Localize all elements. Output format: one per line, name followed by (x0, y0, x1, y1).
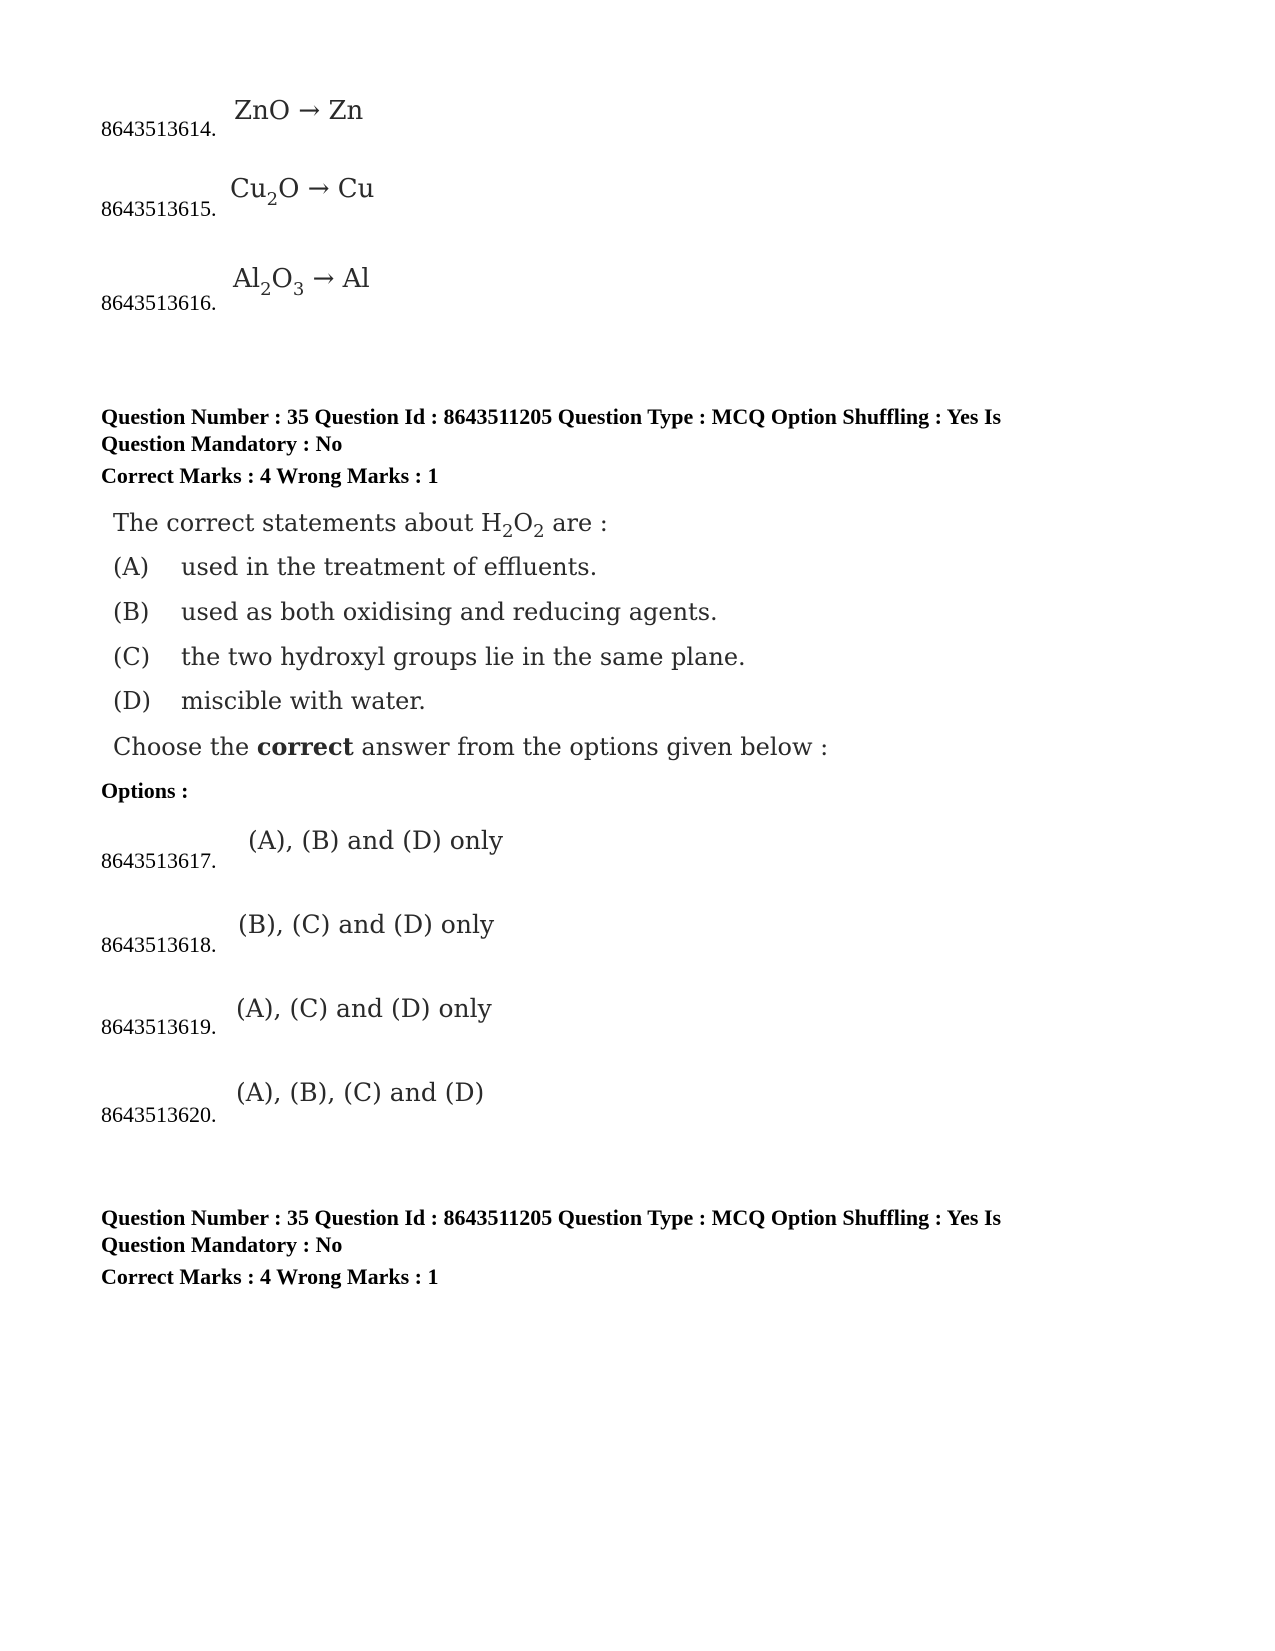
option-id: 8643513617. (101, 848, 217, 873)
statement-item (113, 687, 913, 717)
option-id: 8643513620. (101, 1102, 217, 1127)
statement-item (113, 598, 913, 628)
option-row (101, 174, 1001, 234)
question-meta (101, 1204, 1201, 1258)
options-heading: Options : (101, 778, 189, 803)
statement-text: used in the treatment of effluents. (181, 553, 598, 581)
statement-text: used as both oxidising and reducing agents. (181, 598, 718, 626)
question-marks: Correct Marks : 4 Wrong Marks : 1 (101, 463, 439, 488)
option-id: 8643513618. (101, 932, 217, 957)
option-text: (B), (C) and (D) only (238, 910, 495, 939)
option-text: (A), (B) and (D) only (248, 826, 504, 855)
question-mandatory: Question Mandatory : No (101, 1232, 343, 1257)
statement-label: (B) (113, 598, 150, 626)
option-id: 8643513616. (101, 290, 217, 315)
option-row (101, 96, 1001, 156)
option-id: 8643513619. (101, 1014, 217, 1039)
option-id: 8643513615. (101, 196, 217, 221)
arrow-icon: → (312, 264, 335, 294)
answer-option[interactable] (101, 826, 1001, 886)
statement-item (113, 643, 913, 673)
option-text: (A), (C) and (D) only (236, 994, 492, 1023)
question-body (113, 505, 1013, 765)
question-meta-line: Question Number : 35 Question Id : 8643511205 Question Type : MCQ Option Shuffling : Yes Is (101, 1205, 1002, 1230)
arrow-icon: → (307, 174, 330, 204)
option-formula: $Cu_2O \to Cu$ (230, 174, 375, 211)
question-instruction: Choose the correct answer from the options given below : (113, 732, 829, 761)
answer-option[interactable] (101, 1078, 1001, 1138)
option-row (101, 264, 1001, 324)
answer-option[interactable] (101, 994, 1001, 1054)
option-formula: $Al_2O_3 \to Al$ (233, 264, 370, 301)
arrow-icon: → (298, 96, 321, 126)
statement-text: miscible with water. (181, 687, 426, 715)
answer-option[interactable] (101, 910, 1001, 970)
statement-item (113, 553, 913, 583)
question-meta-line: Question Number : 35 Question Id : 8643511205 Question Type : MCQ Option Shuffling : Yes Is (101, 404, 1002, 429)
question-stem: The correct statements about $H_2O_2$ are : (113, 509, 608, 542)
option-formula: ZnO → Zn (234, 96, 364, 126)
statement-label: (C) (113, 643, 151, 671)
statement-text: the two hydroxyl groups lie in the same plane. (181, 643, 746, 671)
statement-label: (D) (113, 687, 151, 715)
question-mandatory: Question Mandatory : No (101, 431, 343, 456)
option-text: (A), (B), (C) and (D) (236, 1078, 485, 1107)
option-id: 8643513614. (101, 116, 217, 141)
question-meta (101, 403, 1201, 457)
statement-label: (A) (113, 553, 150, 581)
question-marks: Correct Marks : 4 Wrong Marks : 1 (101, 1264, 439, 1289)
